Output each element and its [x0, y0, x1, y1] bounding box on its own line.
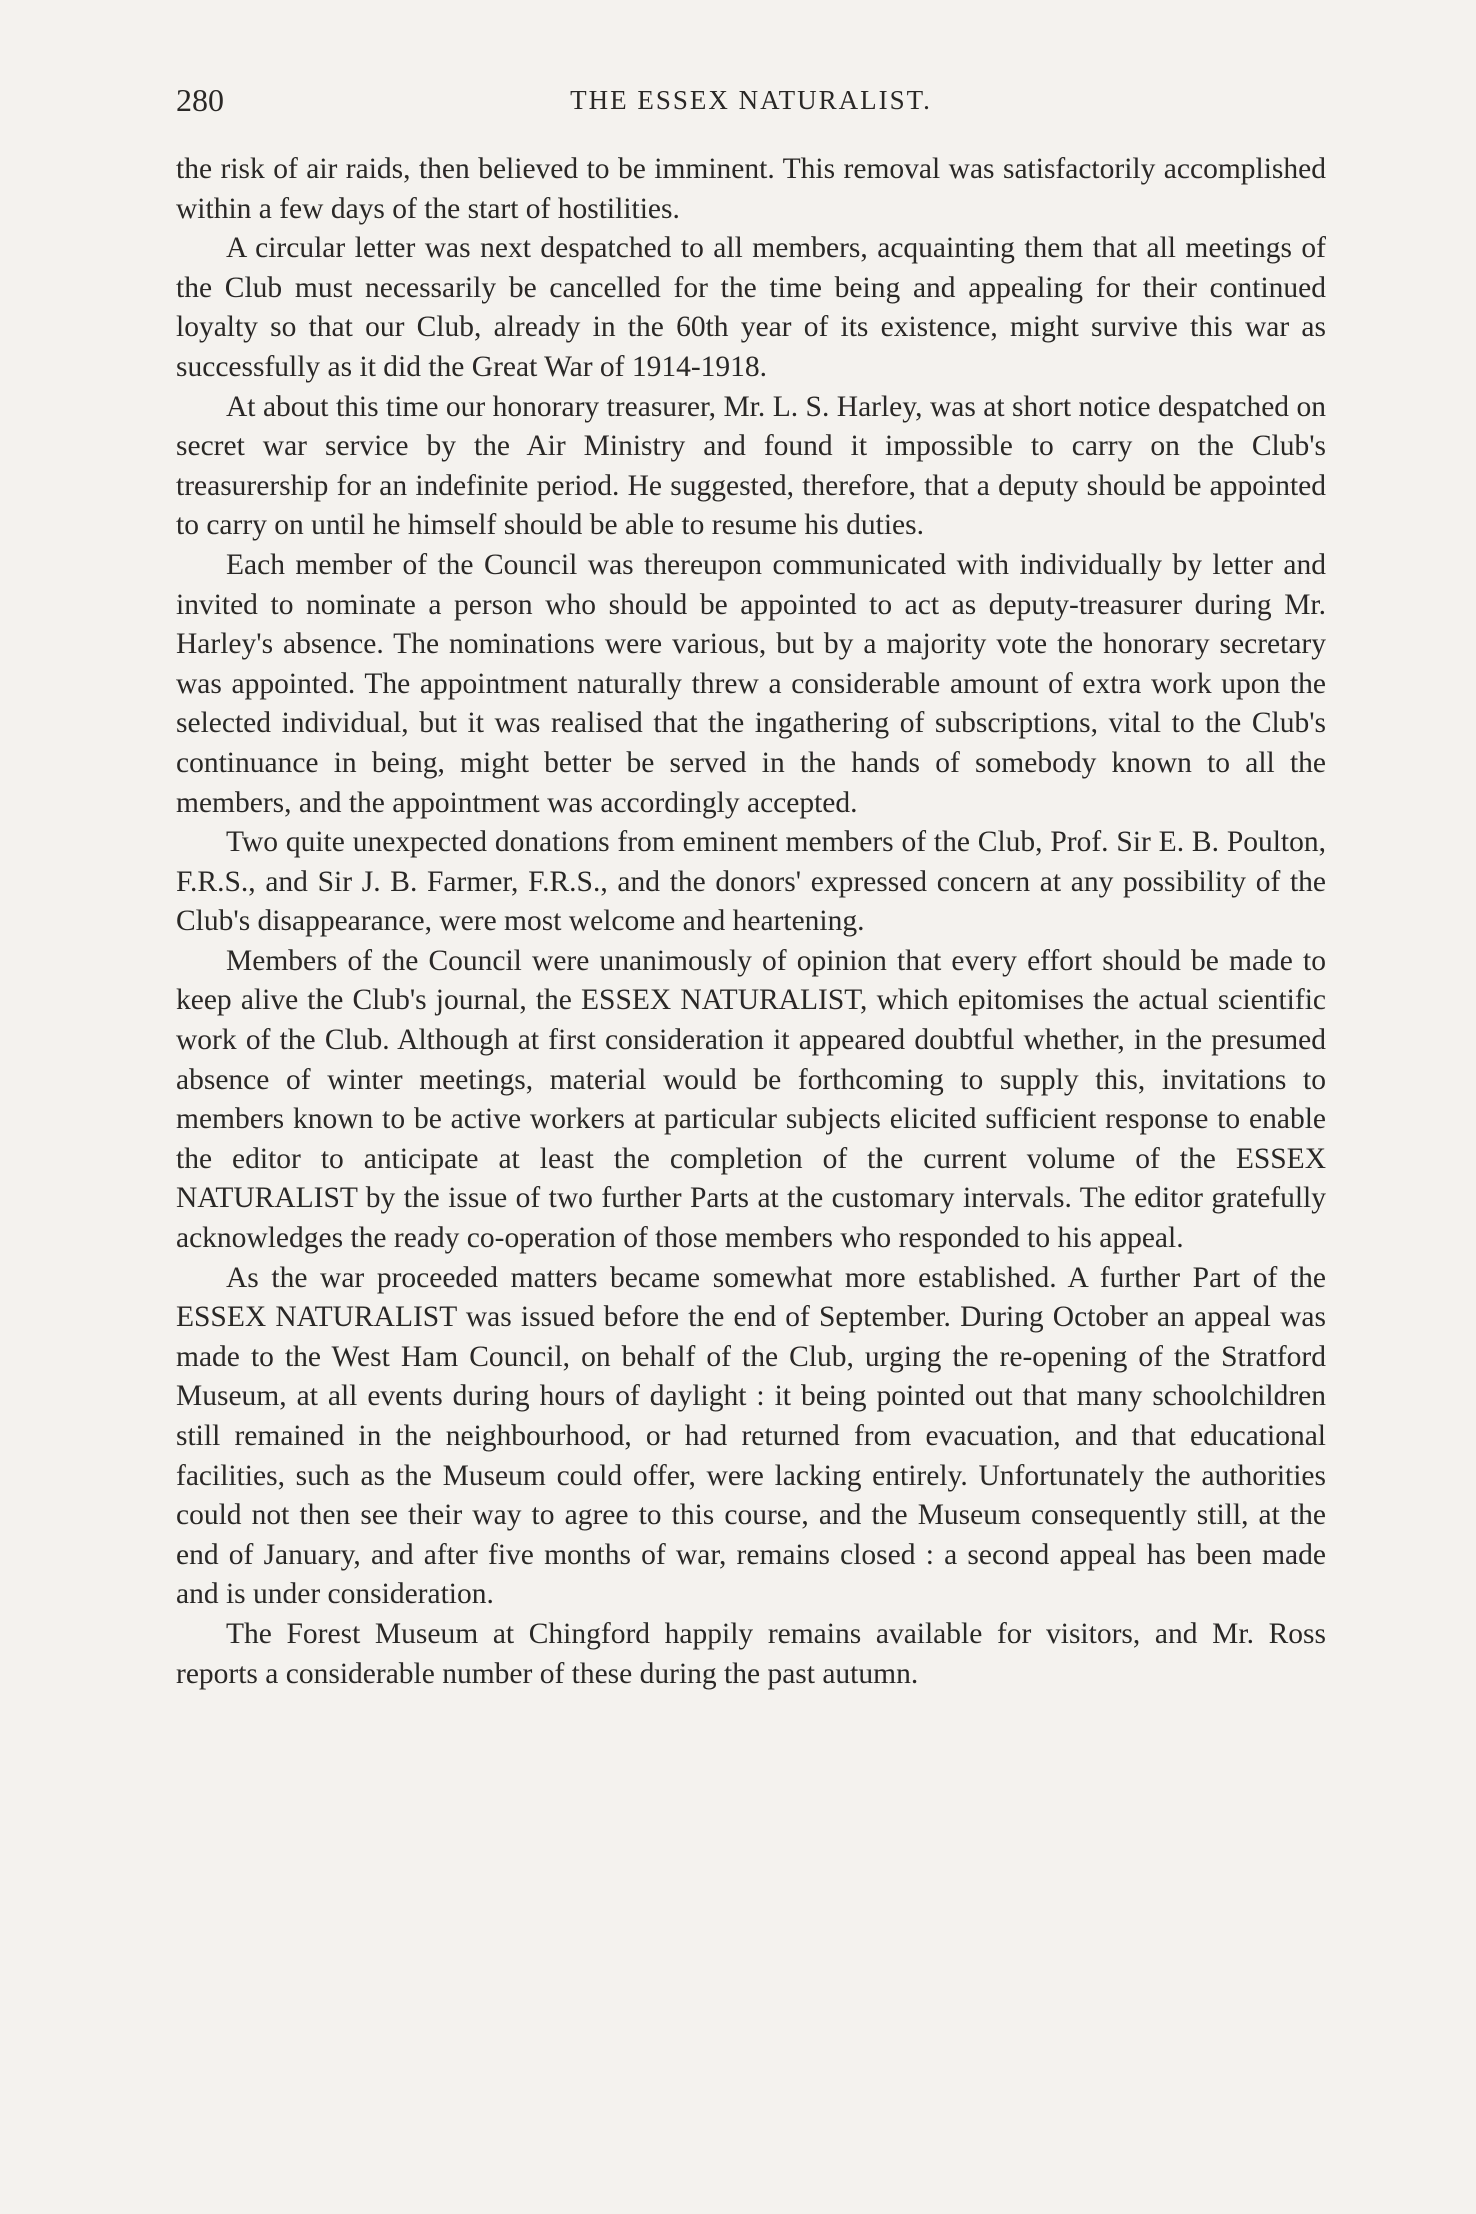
- document-page: [176, 70, 1326, 2170]
- paragraph: Each member of the Council was thereupon communicated with individually by letter and invited to nominate a person who should be appointed to act as deputy-treasurer during Mr. Harley's absence. The nominations were various, but by a majority vote the honorary secretary was appointed. The appointment naturally threw a considerable amount of extra work upon the selected individual, but it was realised that the ingathering of subscriptions, vital to the Club's continuance in being, might better be served in the hands of somebody known to all the members, and the appointment was accordingly accepted.: [176, 548, 1326, 819]
- paragraph: As the war proceeded matters became somewhat more established. A further Part of the ESSEX NATURALIST was issued before the end of September. During October an appeal was made to the West Ham Council, on behalf of the Club, urging the re-opening of the Stratford Museum, at all events during hours of daylight : it being pointed out that many schoolchildren still remained in the neighbourhood, or had returned from evacuation, and that educational facilities, such as the Museum could offer, were lacking entirely. Unfortunately the authorities could not then see their way to agree to this course, and the Museum consequently still, at the end of January, and after five months of war, remains closed : a second appeal has been made and is under consideration.: [176, 1261, 1326, 1611]
- body-text: [176, 150, 1326, 1694]
- paragraph: the risk of air raids, then believed to be imminent. This removal was satisfactorily accomplished within a few days of the start of hostilities.: [176, 153, 1326, 225]
- page-number: 280: [176, 82, 224, 118]
- paragraph: Two quite unexpected donations from eminent members of the Club, Prof. Sir E. B. Poulton, F.R.S., and Sir J. B. Farmer, F.R.S., and the donors' expressed concern at any possibility of the Club's disappearance, were most welcome and heartening.: [176, 826, 1326, 938]
- paragraph: The Forest Museum at Chingford happily remains available for visitors, and Mr. Ross reports a considerable number of these during the past autumn.: [176, 1617, 1326, 1690]
- paragraph: At about this time our honorary treasurer, Mr. L. S. Harley, was at short notice despatched on secret war service by the Air Ministry and found it impossible to carry on the Club's treasurership for an indefinite period. He suggested, therefore, that a deputy should be appointed to carry on until he himself should be able to resume his duties.: [176, 390, 1326, 542]
- running-title: THE ESSEX NATURALIST.: [570, 85, 932, 115]
- paragraph: A circular letter was next despatched to all members, acquainting them that all meetings of the Club must necessarily be cancelled for the time being and appealing for their continued loyalty so that our Club, already in the 60th year of its existence, might survive this war as successfully as it did the Great War of 1914-1918.: [176, 232, 1326, 383]
- page-header: [176, 70, 1326, 130]
- paragraph: Members of the Council were unanimously of opinion that every effort should be made to keep alive the Club's journal, the ESSEX NATURALIST, which epitomises the actual scientific work of the Club. Although at first consideration it appeared doubtful whether, in the presumed absence of winter meetings, material would be forthcoming to supply this, invitations to members known to be active workers at particular subjects elicited sufficient response to enable the editor to anticipate at least the completion of the current volume of the ESSEX NATURALIST by the issue of two further Parts at the customary intervals. The editor gratefully acknowledges the ready co-operation of those members who responded to his appeal.: [176, 944, 1326, 1255]
